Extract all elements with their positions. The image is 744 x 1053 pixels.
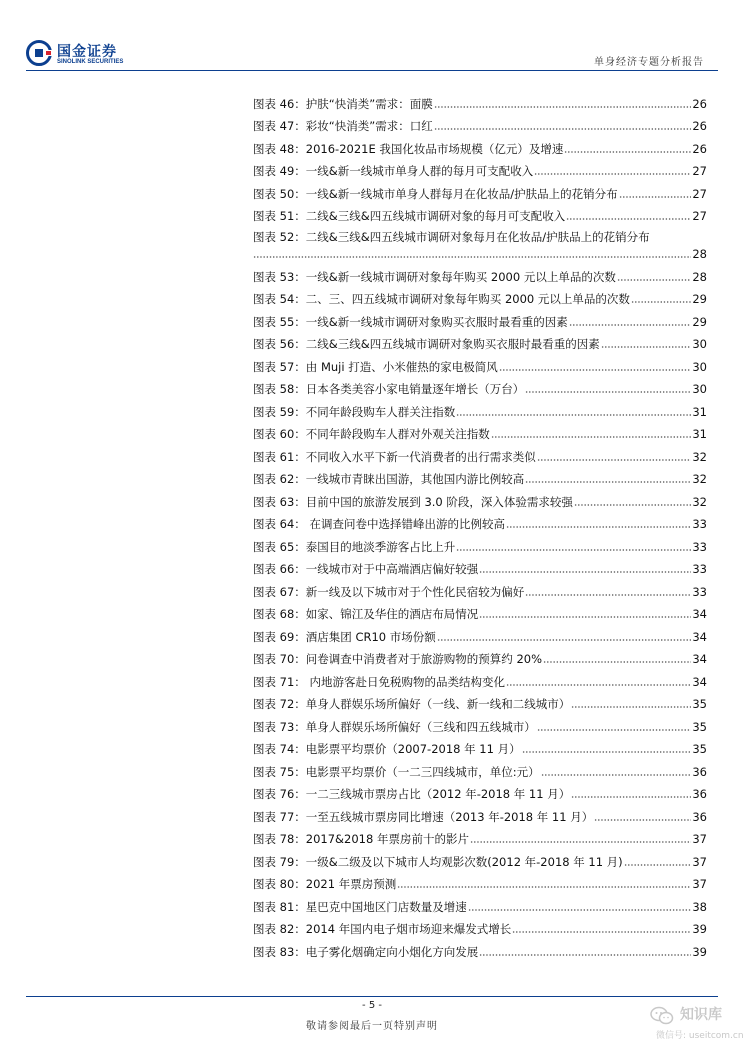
toc-entry[interactable] [253,824,707,847]
toc-entry-label: 图表 65：泰国目的地淡季游客占比上升 [253,539,456,554]
toc-entry-label: 图表 67：新一线及以下城市对于个性化民宿较为偏好 [253,584,525,599]
toc-leader-dots [569,324,692,326]
toc-entry-page: 29 [692,292,707,306]
toc-leader-dots [631,301,691,303]
toc-entry-page: 30 [692,359,707,374]
toc-leader-dots [525,481,691,483]
toc-entry-label: 图表 71： 内地游客赴日免税购物的品类结构变化 [253,674,505,689]
toc-entry-page: 35 [692,719,707,734]
toc-entry-label: 图表 50：一线&新一线城市单身人群每月在化妆品/护肤品上的花销分布 [253,186,618,201]
toc-entry-label: 图表 82：2014 年国内电子烟市场迎来爆发式增长 [253,922,512,936]
toc-entry-label: 图表 63：目前中国的旅游发展到 3.0 阶段，深入体验需求较强 [253,494,573,509]
toc-entry-page: 26 [692,96,707,111]
toc-entry[interactable] [253,396,707,419]
toc-leader-dots [468,909,692,911]
toc-entry-page: 38 [692,899,707,914]
toc-entry-page: 39 [692,944,707,959]
toc-entry[interactable] [253,846,707,869]
toc-entry-label: 图表 60：不同年龄段购车人群对外观关注指数 [253,427,490,441]
toc-entry[interactable] [253,178,707,201]
toc-entry-page: 27 [692,209,707,223]
wechat-icon [650,1006,674,1026]
toc-entry-page: 30 [692,382,707,396]
toc-leader-dots [491,436,692,438]
toc-leader-dots [537,729,692,731]
footer-divider [26,996,718,997]
toc-entry-page: 27 [692,186,707,201]
toc-leader-dots [456,549,691,551]
toc-entry-page: 30 [692,337,707,351]
toc-entry-label: 图表 70：问卷调查中消费者对于旅游购物的预算约 20% [253,652,543,666]
toc-leader-dots [434,106,692,108]
toc-leader-dots [253,256,691,258]
toc-leader-dots [456,414,691,416]
toc-entry-label: 图表 68：如家、锦江及华住的酒店布局情况 [253,607,479,621]
toc-entry-label: 图表 52：二线&三线&四五线城市调研对象每月在化妆品/护肤品上的花销分布 [253,230,650,244]
toc-leader-dots [470,841,691,843]
toc-entry[interactable] [253,223,707,261]
toc-entry[interactable] [253,88,707,111]
toc-entry-page: 32 [692,494,707,509]
toc-entry[interactable] [253,261,707,284]
toc-leader-dots [624,864,692,866]
toc-leader-dots [525,594,691,596]
toc-entry[interactable] [253,576,707,599]
toc-entry-page: 36 [692,787,707,801]
toc-entry-page: 31 [692,404,707,419]
toc-entry-page: 26 [692,119,707,133]
toc-leader-dots [512,931,691,933]
toc-entry-page: 35 [692,697,707,711]
toc-entry-label: 图表 56：二线&三线&四五线城市调研对象购买衣服时最看重的因素 [253,337,600,351]
toc-entry-label: 图表 54：二、三、四五线城市调研对象每年购买 2000 元以上单品的次数 [253,292,630,306]
toc-leader-dots [506,526,691,528]
page-number: - 5 - [362,1000,382,1011]
toc-entry[interactable] [253,374,707,397]
toc-leader-dots [479,571,691,573]
toc-entry-page: 37 [692,832,707,846]
toc-entry-label: 图表 62：一线城市青睐出国游，其他国内游比例较高 [253,472,525,486]
toc-entry-page: 39 [692,922,707,936]
toc-entry-label: 图表 46：护肤“快消类”需求：面膜 [253,96,433,111]
toc-entry-label: 图表 55：一线&新一线城市调研对象购买衣服时最看重的因素 [253,314,568,329]
toc-entry-page: 28 [692,247,707,261]
toc-entry-label: 图表 51：二线&三线&四五线城市调研对象的每月可支配收入 [253,209,566,223]
toc-entry[interactable] [253,666,707,689]
report-title: 单身经济专题分析报告 [594,57,704,68]
toc-entry[interactable] [253,419,707,442]
toc-entry-label: 图表 59：不同年龄段购车人群关注指数 [253,404,456,419]
footer-disclaimer: 敬请参阅最后一页特别声明 [306,1021,438,1032]
toc-leader-dots [617,279,692,281]
toc-entry[interactable] [253,111,707,134]
toc-entry-label: 图表 66：一线城市对于中高端酒店偏好较强 [253,562,479,576]
toc-entry[interactable] [253,644,707,667]
toc-entry-page: 34 [692,607,707,621]
toc-entry[interactable] [253,306,707,329]
toc-leader-dots [479,954,691,956]
toc-entry-page: 35 [692,742,707,756]
toc-entry-page: 36 [692,809,707,824]
toc-leader-dots [601,346,692,348]
toc-leader-dots [499,369,692,371]
toc-entry-page: 36 [692,764,707,779]
toc-entry-page: 33 [692,517,707,531]
toc-entry[interactable] [253,201,707,224]
toc-entry-page: 26 [692,141,707,156]
toc-entry-label: 图表 80：2021 年票房预测 [253,877,397,891]
toc-leader-dots [594,819,691,821]
toc-entry[interactable] [253,156,707,179]
toc-entry-label: 图表 53：一线&新一线城市调研对象每年购买 2000 元以上单品的次数 [253,269,616,284]
toc-leader-dots [534,173,691,175]
toc-leader-dots [522,751,692,753]
toc-entry[interactable] [253,936,707,959]
toc-entry[interactable] [253,734,707,757]
toc-entry-page: 34 [692,652,707,666]
toc-entry[interactable] [253,486,707,509]
toc-leader-dots [571,706,691,708]
toc-entry[interactable] [253,351,707,374]
toc-entry[interactable] [253,441,707,464]
toc-leader-dots [541,774,692,776]
toc-entry[interactable] [253,621,707,644]
toc-entry[interactable] [253,711,707,734]
toc-leader-dots [619,196,692,198]
toc-leader-dots [571,796,691,798]
toc-entry-page: 33 [692,562,707,576]
toc-entry-label: 图表 57：由 Muji 打造、小米催热的家电极简风 [253,359,498,374]
toc-entry-label: 图表 76：一二三线城市票房占比（2012 年-2018 年 11 月） [253,787,571,801]
toc-entry-page: 27 [692,164,707,178]
logo-chinese-name: 国金证券 [57,44,117,60]
toc-entry-label: 图表 61：不同收入水平下新一代消费者的出行需求类似 [253,449,536,464]
toc-leader-dots [537,459,692,461]
toc-entry-label: 图表 69：酒店集团 CR10 市场份额 [253,629,436,644]
watermark [650,1004,744,1048]
toc-leader-dots [397,886,691,888]
toc-entry-page: 34 [692,629,707,644]
toc-entry-label: 图表 73：单身人群娱乐场所偏好（三线和四五线城市） [253,719,536,734]
toc-entry-label: 图表 77：一至五线城市票房同比增速（2013 年-2018 年 11 月） [253,809,594,824]
toc-entry[interactable] [253,133,707,156]
toc-entry-label: 图表 48：2016-2021E 我国化妆品市场规模（亿元）及增速 [253,141,564,156]
toc-entry-label: 图表 81：星巴克中国地区门店数量及增速 [253,899,467,914]
toc-entry[interactable] [253,801,707,824]
toc-entry-label: 图表 49：一线&新一线城市单身人群的每月可支配收入 [253,164,534,178]
toc-entry-label: 图表 72：单身人群娱乐场所偏好（一线、新一线和二线城市） [253,697,571,711]
header-divider [26,70,718,71]
toc-leader-dots [479,616,691,618]
toc-entry-page: 28 [692,269,707,284]
toc-leader-dots [525,391,691,393]
toc-entry-page: 34 [692,674,707,689]
toc-entry-label: 图表 83：电子雾化烟确定向小烟化方向发展 [253,944,479,959]
toc-entry-page: 37 [692,854,707,869]
toc-entry-page: 33 [692,539,707,554]
toc-entry-label: 图表 47：彩妆“快消类”需求：口红 [253,119,433,133]
toc-entry[interactable] [253,329,707,352]
watermark-subtitle: 微信号: useitcom.cn [656,1031,744,1041]
toc-entry-page: 32 [692,472,707,486]
toc-leader-dots [543,661,691,663]
toc-leader-dots [574,504,691,506]
toc-entry[interactable] [253,891,707,914]
toc-entry[interactable] [253,464,707,487]
toc-entry-label: 图表 58：日本各类美容小家电销量逐年增长（万台） [253,382,525,396]
toc-entry-label: 图表 74：电影票平均票价（2007-2018 年 11 月） [253,742,521,756]
toc-entry-label: 图表 78：2017&2018 年票房前十的影片 [253,832,469,846]
toc-entry[interactable] [253,756,707,779]
toc-leader-dots [434,128,692,130]
toc-entry-page: 37 [692,877,707,891]
toc-leader-dots [437,639,692,641]
toc-entry[interactable] [253,689,707,712]
toc-entry-page: 31 [692,427,707,441]
toc-entry-label: 图表 75：电影票平均票价（一二三四线城市，单位:元） [253,764,540,779]
toc-entry-page: 29 [692,314,707,329]
toc-entry[interactable] [253,554,707,577]
toc-entry[interactable] [253,779,707,802]
toc-entry-page: 33 [692,584,707,599]
toc-leader-dots [566,218,691,220]
toc-entry[interactable] [253,914,707,937]
toc-entry[interactable] [253,869,707,892]
company-logo [26,40,146,70]
toc-leader-dots [506,684,691,686]
watermark-title: 知识库 [680,1007,722,1023]
sinolink-logo-icon [26,40,52,66]
table-of-contents [253,88,707,959]
page-header [0,0,744,72]
toc-entry[interactable] [253,284,707,307]
logo-english-name: SINOLINK SECURITIES [57,59,124,65]
toc-entry-page: 32 [692,449,707,464]
toc-entry-label: 图表 79：一级&二级及以下城市人均观影次数(2012 年-2018 年 11 月) [253,854,623,869]
toc-entry[interactable] [253,509,707,532]
toc-leader-dots [564,151,691,153]
toc-entry[interactable] [253,599,707,622]
toc-entry-label: 图表 64： 在调查问卷中选择错峰出游的比例较高 [253,517,505,531]
toc-entry[interactable] [253,531,707,554]
